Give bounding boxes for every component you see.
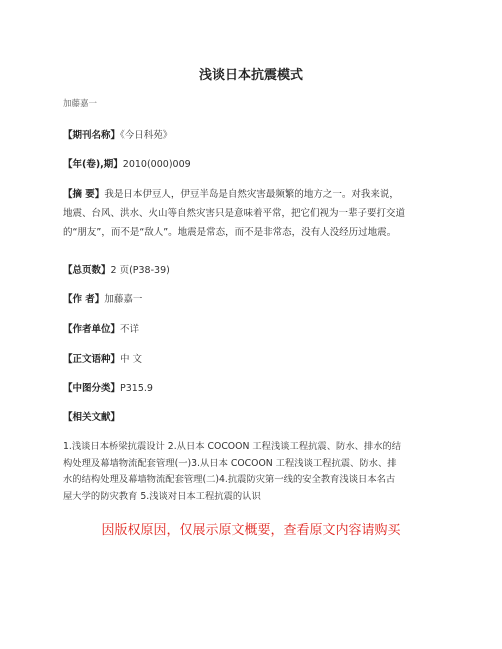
classification-field <box>63 380 153 394</box>
abstract-label: 【摘 要】 <box>63 189 105 200</box>
unit-value: 不详 <box>120 324 140 335</box>
abstract-line: 我是日本伊豆人，伊豆半岛是自然灾害最频繁的地方之一。对我来说， <box>104 189 399 200</box>
related-label: 【相关文献】 <box>63 412 121 423</box>
author-value: 加藤嘉一 <box>104 294 143 305</box>
abstract-line: 的“朋友”，而不是“敌人”。地震是常态，而不是非常态，没有人没经历过地震。 <box>63 227 397 238</box>
author-label: 【作 者】 <box>63 294 105 305</box>
language-field <box>63 351 142 365</box>
author-field <box>63 291 142 305</box>
volume-label: 【年(卷),期】 <box>63 159 123 170</box>
pages-field <box>63 262 170 276</box>
abstract-field <box>63 185 443 242</box>
language-value: 中 文 <box>120 354 143 365</box>
abstract-line: 地震、台风、洪水、火山等自然灾害只是意味着平常，把它们视为一辈子要打交道 <box>63 208 406 219</box>
volume-field <box>63 156 191 170</box>
author-line: 加藤嘉一 <box>63 99 98 109</box>
related-line: 屋大学的防灾教育 5.浅谈对日本工程抗震的认识 <box>63 490 261 502</box>
copyright-notice: 因版权原因，仅展示原文概要，查看原文内容请购买 <box>101 523 401 538</box>
classification-label: 【中图分类】 <box>63 383 121 394</box>
related-line: 构处理及幕墙物流配套管理(一)3.从日本 COCOON 工程浅谈工程抗震、防水、排 <box>63 457 397 469</box>
classification-value: P315.9 <box>120 383 153 394</box>
journal-field <box>63 127 172 141</box>
pages-label: 【总页数】 <box>63 265 111 276</box>
related-line: 1.浅谈日本桥梁抗震设计 2.从日本 COCOON 工程浅谈工程抗震、防水、排水的结 <box>63 441 402 452</box>
related-line: 水的结构处理及幕墙物流配套管理(二)4.抗震防灾第一线的安全教育浅谈日本名古 <box>63 474 396 485</box>
volume-value: 2010(000)009 <box>122 159 191 170</box>
language-label: 【正文语种】 <box>63 354 121 365</box>
journal-value: 《今日科苑》 <box>120 130 173 141</box>
pages-value: 2 页(P38-39) <box>110 265 170 276</box>
related-list <box>63 439 443 505</box>
unit-label: 【作者单位】 <box>63 324 121 335</box>
related-field <box>63 409 120 423</box>
unit-field <box>63 321 139 335</box>
journal-label: 【期刊名称】 <box>63 130 121 141</box>
document-title: 浅谈日本抗震模式 <box>198 68 303 83</box>
